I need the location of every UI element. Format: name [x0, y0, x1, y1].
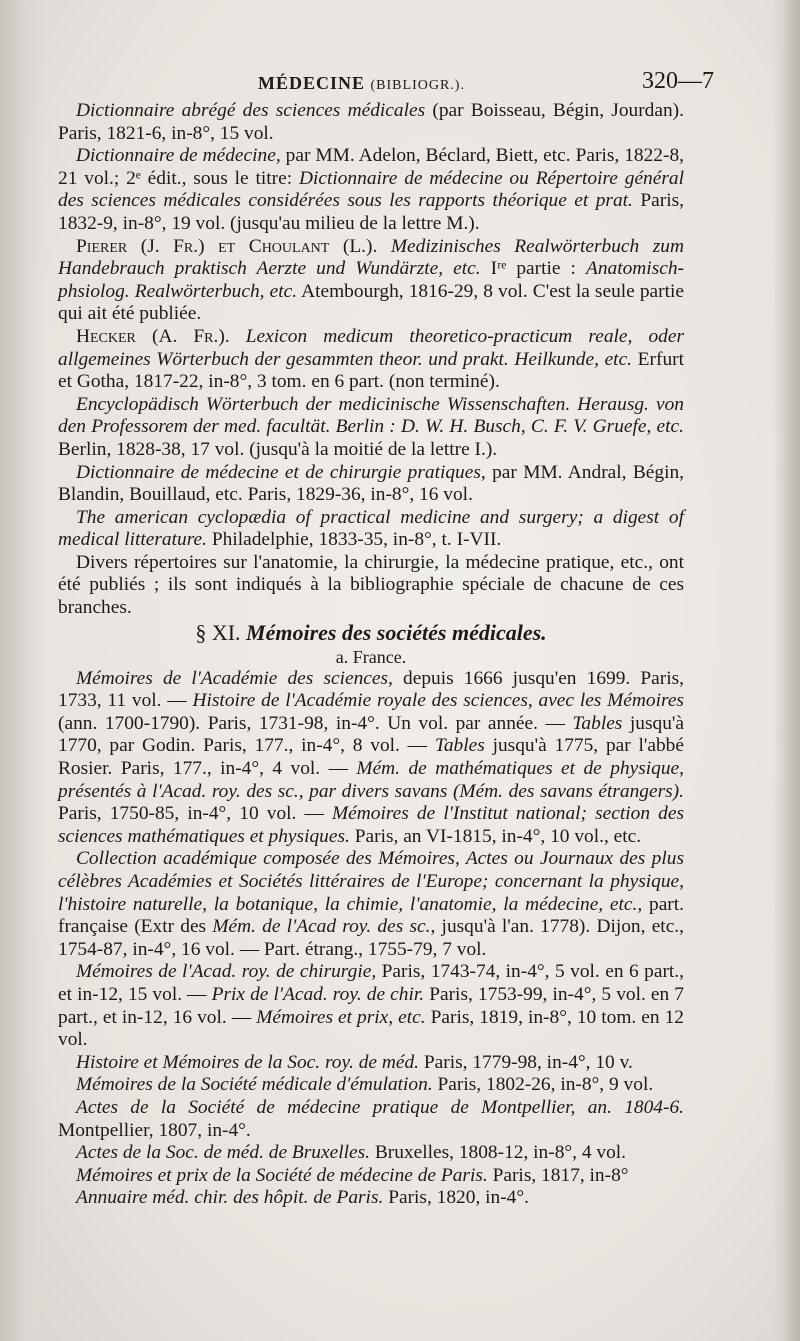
entry-title: Tables	[572, 712, 623, 734]
entry-title: Mémoires de l'Académie des sciences,	[76, 667, 393, 689]
entry-title: Lexicon medicum theoretico-practicum reale, oder allgemeines Wörterbuch der gesammten theor. und prakt. Heilkunde, etc.	[58, 325, 685, 370]
entry-details: Paris, 1819, in-8°, 10 tom. en 12 vol.	[58, 1006, 685, 1051]
entry-memoires-academie	[58, 668, 684, 849]
subsection-heading: a. France.	[335, 646, 407, 667]
page-edge-shadow	[772, 0, 800, 1341]
entry-histoire-soc-roy	[58, 1052, 684, 1075]
entry-details: Paris, 1817, in-8°	[487, 1164, 629, 1186]
entry-details: Erfurt et Gotha, 1817-22, in-8°, 3 tom. en 6 part. (non terminé).	[58, 348, 684, 393]
entry-details: (par Boisseau, Bégin, Jourdan). Paris, 1821-6, in-8°, 15 vol.	[58, 100, 684, 144]
page-gutter-shadow	[0, 0, 46, 1341]
entry-author: Hecker (A. Fr.).	[76, 325, 230, 347]
entry-dictionnaire-medecine	[58, 145, 684, 235]
entry-encyclopadisch	[58, 394, 684, 462]
section-heading	[58, 620, 684, 646]
entry-details: Paris, 1832-9, in-8°, 19 vol. (jusqu'au milieu de la lettre M.).	[58, 190, 684, 234]
entry-details: Berlin, 1828-38, 17 vol. (jusqu'à la moitié de la lettre I.).	[58, 438, 498, 460]
entry-actes-montpellier	[58, 1097, 684, 1142]
running-title-paren: (BIBLIOGR.).	[370, 78, 465, 93]
entry-title: Prix de l'Acad. roy. de chir.	[211, 983, 425, 1005]
entry-title: Actes de la Société de médecine pratique de Montpellier, an. 1804-6.	[76, 1096, 684, 1118]
entry-details: par MM. Adelon, Béclard, Biett, etc. Paris, 1822-8, 21 vol.; 2ᵉ édit., sous le titre:	[58, 145, 684, 189]
section-number: § XI.	[195, 619, 241, 645]
entry-details: jusqu'à 1775, par l'abbé Rosier. Paris, 177., in-4°, 4 vol. —	[58, 735, 684, 780]
entry-details: Paris, 1743-74, in-4°, 5 vol. en 6 part., et in-12, 15 vol. —	[58, 961, 684, 1005]
entry-actes-bruxelles	[58, 1142, 684, 1165]
entry-title: Collection académique composée des Mémoires, Actes ou Journaux des plus célèbres Académies et Sociétés littéraires de l'Europe; concernant la physique, l'histoire naturelle, la botanique, la chimie, l'anatomie, la médecine, etc.,	[58, 848, 684, 915]
entry-details: , jusqu'à l'an. 1778). Dijon, etc., 1754-87, in-4°, 16 vol. — Part. étrang., 1755-79, 7 vol.	[58, 916, 684, 960]
entry-societe-emulation	[58, 1074, 684, 1097]
entry-title: Dictionnaire de médecine,	[76, 145, 281, 167]
entry-details: Paris, 1750-85, in-4°, 10 vol. —	[58, 803, 332, 825]
entry-details: Philadelphie, 1833-35, in-8°, t. I-VII.	[207, 529, 502, 551]
entry-memoires-chirurgie	[58, 961, 684, 1051]
page-body	[58, 100, 684, 1210]
entry-title: Anatomisch-phsiolog. Realwörterbuch, etc.	[58, 258, 684, 302]
entry-title: Annuaire méd. chir. des hôpit. de Paris.	[76, 1187, 384, 1209]
entry-details: Paris, an VI-1815, in-4°, 10 vol., etc.	[349, 825, 642, 847]
entry-details: Paris, 1820, in-4°.	[383, 1187, 529, 1209]
entry-details: Montpellier, 1807, in-4°.	[58, 1119, 251, 1141]
entry-details: Paris, 1802-26, in-8°, 9 vol.	[432, 1074, 654, 1096]
entry-details: jusqu'à 1770, par Godin. Paris, 177., in-4°, 8 vol. —	[58, 712, 685, 757]
entry-title: Mémoires de l'Institut national; section des sciences mathématiques et physiques.	[58, 803, 685, 847]
entry-title: Dictionnaire de médecine ou Répertoire général des sciences médicales considérées sous les rapports théorique et prat.	[58, 167, 684, 212]
entry-title: Mémoires de la Société médicale d'émulation.	[76, 1074, 433, 1096]
entry-title: Actes de la Soc. de méd. de Bruxelles.	[76, 1142, 370, 1164]
entry-title: Mémoires et prix de la Société de médecine de Paris.	[76, 1164, 488, 1186]
entry-divers-repertoires: Divers répertoires sur l'anatomie, la chirurgie, la médecine pratique, etc., ont été publiés ; ils sont indiqués à la bibliographie spéciale de chacune de ces branches.	[58, 551, 684, 619]
running-title-main: MÉDECINE	[258, 73, 366, 93]
entry-title: Mémoires de l'Acad. roy. de chirurgie,	[76, 961, 377, 983]
entry-title: Mém. de l'Acad roy. des sc.	[212, 916, 431, 938]
entry-details: depuis 1666 jusqu'en 1699. Paris, 1733, 11 vol. —	[58, 667, 685, 712]
entry-title: Dictionnaire abrégé des sciences médicales	[76, 100, 426, 121]
entry-title: Encyclopädisch Wörterbuch der medicinische Wissenschaften. Herausg. von den Professorem der med. facultät. Berlin : D. W. H. Busch, C. F. V. Gruefe, etc.	[58, 393, 684, 438]
entry-details: (ann. 1700-1790). Paris, 1731-98, in-4°. Un vol. par année. —	[58, 712, 573, 734]
entry-title: Mémoires et prix, etc.	[256, 1006, 426, 1028]
entry-title: Histoire et Mémoires de la Soc. roy. de méd.	[76, 1051, 420, 1073]
entry-details: par MM. Andral, Bégin, Blandin, Bouillaud, etc. Paris, 1829-36, in-8°, 16 vol.	[58, 461, 684, 506]
entry-details: part. française (Extr des	[58, 893, 684, 938]
entry-details: Bruxelles, 1808-12, in-8°, 4 vol.	[369, 1142, 627, 1164]
entry-title: Mém. de mathématiques et de physique, présentés à l'Acad. roy. des sc., par divers savans (Mém. des savans étrangers).	[58, 758, 684, 802]
page-number: 320—7	[642, 68, 714, 94]
entry-details: Iʳᵉ partie :	[480, 258, 586, 280]
entry-details: Atembourgh, 1816-29, 8 vol. C'est la seule partie qui ait été publiée.	[58, 280, 685, 325]
entry-author: Pierer (J. Fr.) et Choulant (L.).	[76, 235, 378, 257]
entry-details: Paris, 1779-98, in-4°, 10 v.	[419, 1051, 633, 1073]
entry-pierer-choulant	[58, 236, 684, 326]
running-title	[258, 73, 465, 94]
entry-title: The american cyclopædia of practical medicine and surgery; a digest of medical litterature.	[58, 506, 684, 551]
entry-title: Histoire de l'Académie royale des sciences, avec les Mémoires	[192, 690, 684, 712]
entry-hecker	[58, 326, 684, 394]
entry-dictionnaire-abrege	[58, 100, 684, 145]
entry-american-cyclopaedia	[58, 507, 684, 552]
entry-dictionnaire-pratiques	[58, 462, 684, 507]
entry-title: Dictionnaire de médecine et de chirurgie pratiques,	[76, 461, 486, 483]
entry-annuaire	[58, 1187, 684, 1210]
entry-collection-academique	[58, 848, 684, 961]
entry-title: Medizinisches Realwörterbuch zum Handebrauch praktisch Aerzte und Wundärzte, etc.	[58, 235, 684, 280]
section-title: Mémoires des sociétés médicales.	[246, 619, 547, 645]
entry-details: Paris, 1753-99, in-4°, 5 vol. en 7 part., et in-12, 16 vol. —	[58, 983, 684, 1028]
entry-memoires-prix-paris	[58, 1165, 684, 1188]
entry-title: Tables	[434, 735, 485, 757]
